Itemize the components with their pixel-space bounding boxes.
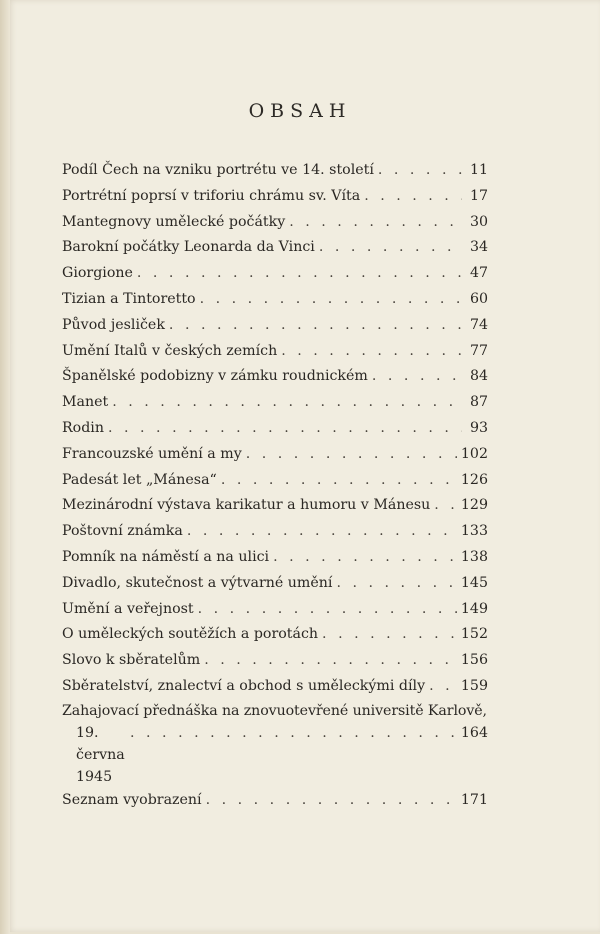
toc-entry bbox=[62, 287, 488, 313]
toc-entry-page: 171 bbox=[460, 791, 488, 808]
toc-entry bbox=[62, 597, 488, 623]
table-of-contents bbox=[62, 158, 488, 814]
dot-leader bbox=[187, 519, 457, 545]
toc-entry bbox=[62, 364, 488, 390]
toc-entry-title: Původ jesliček bbox=[62, 316, 165, 333]
toc-entry bbox=[62, 313, 488, 339]
toc-entry-title: Podíl Čech na vzniku portrétu ve 14. století bbox=[62, 162, 374, 178]
toc-entry-page: 60 bbox=[469, 290, 488, 307]
toc-entry-multiline bbox=[62, 700, 488, 788]
toc-entry-page: 84 bbox=[469, 368, 488, 385]
toc-entry bbox=[62, 571, 488, 597]
toc-entry-page: 126 bbox=[460, 471, 488, 488]
toc-entry bbox=[62, 648, 488, 674]
toc-entry-title-line2: 19. června 1945 bbox=[76, 724, 125, 785]
dot-leader bbox=[130, 722, 457, 744]
page-edge bbox=[0, 0, 10, 934]
toc-entry-page: 138 bbox=[460, 548, 488, 565]
dot-leader bbox=[108, 416, 462, 442]
toc-entry bbox=[62, 622, 488, 648]
toc-entry-page: 87 bbox=[469, 394, 488, 411]
dot-leader bbox=[112, 390, 462, 416]
dot-leader bbox=[281, 339, 462, 365]
toc-entry-title: Barokní počátky Leonarda da Vinci bbox=[62, 239, 315, 256]
toc-entry-page: 30 bbox=[469, 213, 488, 230]
toc-entry-title: O uměleckých soutěžích a porotách bbox=[62, 626, 319, 643]
toc-entry-page: 164 bbox=[460, 724, 488, 741]
toc-entry bbox=[62, 545, 488, 571]
toc-entry bbox=[62, 788, 488, 814]
dot-leader bbox=[319, 235, 462, 261]
toc-entry-title: Slovo k sběratelům bbox=[62, 652, 201, 669]
toc-entry bbox=[62, 442, 488, 468]
toc-entry-title: Sběratelství, znalectví a obchod s uměleckými díly bbox=[62, 677, 426, 694]
toc-entry-page: 149 bbox=[460, 600, 488, 617]
toc-entry-title: Seznam vyobrazení bbox=[62, 791, 202, 808]
toc-entry bbox=[62, 674, 488, 700]
dot-leader bbox=[221, 468, 457, 494]
toc-entry-title: Španělské podobizny v zámku roudnickém bbox=[62, 368, 368, 385]
dot-leader bbox=[137, 261, 462, 287]
dot-leader bbox=[336, 571, 456, 597]
toc-entry-title: Divadlo, skutečnost a výtvarné umění bbox=[62, 574, 333, 591]
dot-leader bbox=[198, 597, 457, 623]
dot-leader bbox=[378, 158, 462, 184]
dot-leader bbox=[273, 545, 457, 571]
toc-entry-page: 133 bbox=[460, 523, 488, 540]
toc-entry-title: Giorgione bbox=[62, 265, 133, 282]
toc-entry bbox=[62, 468, 488, 494]
toc-entry-page: 77 bbox=[469, 342, 488, 359]
dot-leader bbox=[246, 442, 457, 468]
toc-entry-page: 152 bbox=[460, 626, 488, 643]
toc-entry-page: 156 bbox=[460, 652, 488, 669]
toc-entry-title: Umění Italů v českých zemích bbox=[62, 342, 278, 359]
dot-leader bbox=[289, 210, 462, 236]
toc-entry bbox=[62, 416, 488, 442]
page-title: OBSAH bbox=[248, 100, 352, 122]
toc-entry-page: 129 bbox=[460, 497, 488, 514]
toc-entry-title: Portrétní poprsí v triforiu chrámu sv. Víta bbox=[62, 187, 361, 204]
toc-entry-page: 11 bbox=[469, 162, 488, 178]
toc-entry-title: Manet bbox=[62, 394, 109, 411]
toc-entry-title: Umění a veřejnost bbox=[62, 600, 194, 617]
toc-entry bbox=[62, 519, 488, 545]
toc-entry-title: Rodin bbox=[62, 419, 104, 436]
toc-entry bbox=[62, 235, 488, 261]
toc-entry-page: 34 bbox=[469, 239, 488, 256]
dot-leader bbox=[204, 648, 457, 674]
dot-leader bbox=[364, 184, 462, 210]
dot-leader bbox=[429, 674, 457, 700]
toc-entry bbox=[62, 339, 488, 365]
toc-entry-title-line1: Zahajovací přednáška na znovuotevřené universitě Karlově, bbox=[62, 702, 487, 719]
toc-entry bbox=[62, 184, 488, 210]
toc-entry-title: Mantegnovy umělecké počátky bbox=[62, 213, 286, 230]
toc-entry-title: Tizian a Tintoretto bbox=[62, 290, 196, 307]
dot-leader bbox=[372, 364, 462, 390]
dot-leader bbox=[206, 788, 457, 814]
toc-entry-page: 74 bbox=[469, 316, 488, 333]
toc-entry-title: Pomník na náměstí a na ulici bbox=[62, 548, 270, 565]
toc-entry bbox=[62, 210, 488, 236]
toc-entry-title: Poštovní známka bbox=[62, 523, 183, 540]
toc-entry-page: 102 bbox=[460, 445, 488, 462]
toc-entry-title: Mezinárodní výstava karikatur a humoru v Mánesu bbox=[62, 497, 431, 514]
toc-entry bbox=[62, 390, 488, 416]
toc-entry bbox=[62, 261, 488, 287]
dot-leader bbox=[322, 622, 457, 648]
toc-entry-page: 145 bbox=[460, 574, 488, 591]
toc-entry-page: 47 bbox=[469, 265, 488, 282]
toc-entry bbox=[62, 158, 488, 184]
dot-leader bbox=[434, 493, 457, 519]
toc-entry-page: 159 bbox=[460, 677, 488, 694]
dot-leader bbox=[169, 313, 462, 339]
toc-entry bbox=[62, 493, 488, 519]
dot-leader bbox=[200, 287, 462, 313]
toc-entry-title: Padesát let „Mánesa“ bbox=[62, 471, 217, 488]
toc-entry-page: 93 bbox=[469, 419, 488, 436]
toc-entry-page: 17 bbox=[469, 187, 488, 204]
toc-entry-title: Francouzské umění a my bbox=[62, 445, 242, 462]
